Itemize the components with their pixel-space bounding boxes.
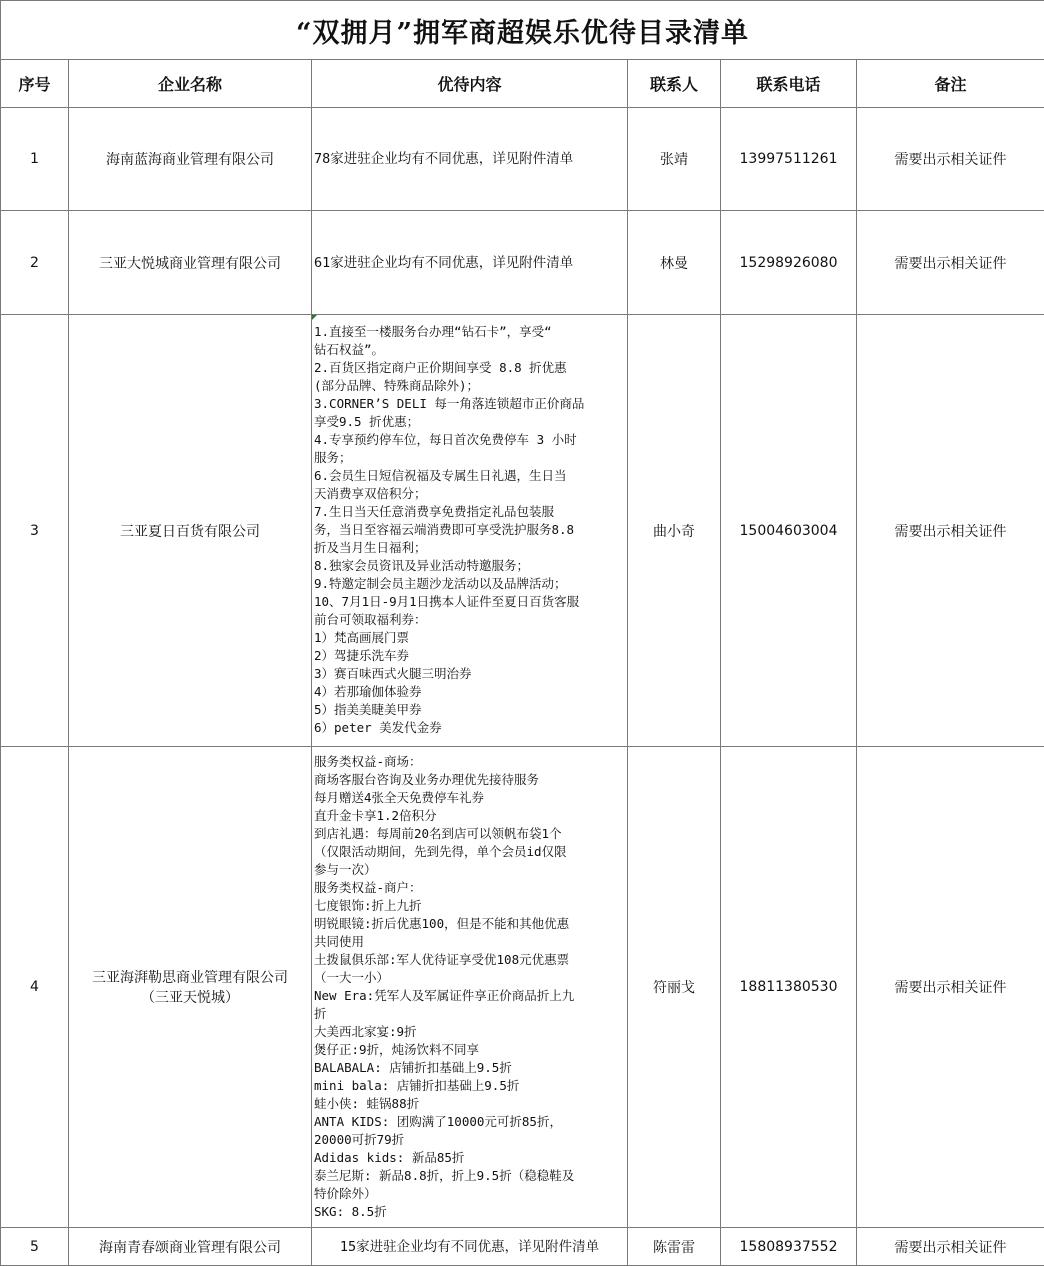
content-line: SKG: 8.5折 [314,1203,625,1221]
content-line: 3.CORNER’S DELI 每一角落连锁超市正价商品 [314,395,625,413]
content-line: 9.特邀定制会员主题沙龙活动以及品牌活动； [314,575,625,593]
row-contact: 符丽戈 [628,747,721,1228]
row-remark: 需要出示相关证件 [857,108,1044,211]
content-line: 钻石权益”。 [314,341,625,359]
content-line: 共同使用 [314,933,625,951]
content-line: (部分品牌、特殊商品除外)； [314,377,625,395]
content-line: 土拨鼠俱乐部:军人优待证享受优108元优惠票 [314,951,625,969]
content-line: 服务； [314,449,625,467]
row-contact: 林曼 [628,211,721,315]
content-line: 煲仔正:9折，炖汤饮料不同享 [314,1041,625,1059]
content-line: 1）梵高画展门票 [314,629,625,647]
content-line: 7.生日当天任意消费享免费指定礼品包装服 [314,503,625,521]
row-content [312,1228,628,1266]
content-line: 78家进驻企业均有不同优惠，详见附件清单 [314,150,625,168]
row-remark: 需要出示相关证件 [857,315,1044,747]
table-row [1,1228,1044,1266]
row-company: 海南蓝海商业管理有限公司 [69,108,312,211]
row-phone: 18811380530 [721,747,857,1228]
header-remark: 备注 [857,60,1044,108]
content-line: 特价除外） [314,1185,625,1203]
content-line: 直升金卡享1.2倍积分 [314,807,625,825]
content-line: New Era:凭军人及军属证件享正价商品折上九 [314,987,625,1005]
header-company: 企业名称 [69,60,312,108]
header-phone: 联系电话 [721,60,857,108]
content-line: 到店礼遇：每周前20名到店可以领帆布袋1个 [314,825,625,843]
content-line: 15家进驻企业均有不同优惠，详见附件清单 [314,1238,625,1256]
content-line: （仅限活动期间，先到先得，单个会员id仅限 [314,843,625,861]
content-line: 8.独家会员资讯及异业活动特邀服务； [314,557,625,575]
content-line: 折 [314,1005,625,1023]
content-line: 折及当月生日福利； [314,539,625,557]
row-company-sub: （三亚天悦城） [69,987,311,1007]
row-index: 2 [1,211,69,315]
content-line: （一大一小） [314,969,625,987]
content-line: 参与一次） [314,861,625,879]
content-line: mini bala: 店铺折扣基础上9.5折 [314,1077,625,1095]
row-contact: 张靖 [628,108,721,211]
row-content [312,315,628,747]
row-company: 三亚夏日百货有限公司 [69,315,312,747]
content-line: 服务类权益-商户： [314,879,625,897]
row-contact: 陈雷雷 [628,1228,721,1266]
content-line: 天消费享双倍积分； [314,485,625,503]
row-company: 三亚大悦城商业管理有限公司 [69,211,312,315]
header-content: 优待内容 [312,60,628,108]
header-contact: 联系人 [628,60,721,108]
content-line: 务，当日至容福云端消费即可享受洗护服务8.8 [314,521,625,539]
content-line: 20000可折79折 [314,1131,625,1149]
header-index: 序号 [1,60,69,108]
content-line: 商场客服台咨询及业务办理优先接待服务 [314,771,625,789]
content-line: 5）指美美睫美甲券 [314,701,625,719]
table-row [1,747,1044,1228]
row-content [312,108,628,211]
row-phone: 13997511261 [721,108,857,211]
table-row [1,211,1044,315]
row-company-name: 三亚海湃勒思商业管理有限公司 [69,967,311,987]
row-remark: 需要出示相关证件 [857,747,1044,1228]
content-line: Adidas kids: 新品85折 [314,1149,625,1167]
row-phone: 15004603004 [721,315,857,747]
page-title: “双拥月”拥军商超娱乐优待目录清单 [1,1,1044,60]
table-row [1,108,1044,211]
row-company [69,747,312,1228]
cell-comment-marker [312,315,317,320]
row-remark: 需要出示相关证件 [857,211,1044,315]
content-line: 服务类权益-商场： [314,753,625,771]
row-index: 5 [1,1228,69,1266]
content-line: 大美西北家宴:9折 [314,1023,625,1041]
content-line: 2.百货区指定商户正价期间享受 8.8 折优惠 [314,359,625,377]
row-content [312,211,628,315]
content-line: 1.直接至一楼服务台办理“钻石卡”，享受“ [314,323,625,341]
content-line: 2）驾捷乐洗车券 [314,647,625,665]
content-line: 10、7月1日-9月1日携本人证件至夏日百货客服 [314,593,625,611]
content-line: 6.会员生日短信祝福及专属生日礼遇，生日当 [314,467,625,485]
content-line: 61家进驻企业均有不同优惠，详见附件清单 [314,254,625,272]
content-line: 4）若那瑜伽体验券 [314,683,625,701]
content-line: 蛙小侠: 蛙锅88折 [314,1095,625,1113]
row-company: 海南青春颂商业管理有限公司 [69,1228,312,1266]
row-phone: 15808937552 [721,1228,857,1266]
content-line: 6）peter 美发代金券 [314,719,625,737]
row-contact: 曲小奇 [628,315,721,747]
content-line: 每月赠送4张全天免费停车礼券 [314,789,625,807]
content-line: 明锐眼镜:折后优惠100，但是不能和其他优惠 [314,915,625,933]
content-line: 3）赛百味西式火腿三明治券 [314,665,625,683]
row-remark: 需要出示相关证件 [857,1228,1044,1266]
content-line: ANTA KIDS: 团购满了10000元可折85折， [314,1113,625,1131]
header-row [1,60,1044,108]
content-line: 享受9.5 折优惠； [314,413,625,431]
row-index: 1 [1,108,69,211]
content-line: 前台可领取福利券： [314,611,625,629]
row-content [312,747,628,1228]
content-line: BALABALA: 店铺折扣基础上9.5折 [314,1059,625,1077]
table-row [1,315,1044,747]
row-phone: 15298926080 [721,211,857,315]
row-index: 3 [1,315,69,747]
content-line: 4.专享预约停车位，每日首次免费停车 3 小时 [314,431,625,449]
content-line: 七度银饰:折上九折 [314,897,625,915]
content-line: 泰兰尼斯: 新品8.8折，折上9.5折（稳稳鞋及 [314,1167,625,1185]
row-index: 4 [1,747,69,1228]
